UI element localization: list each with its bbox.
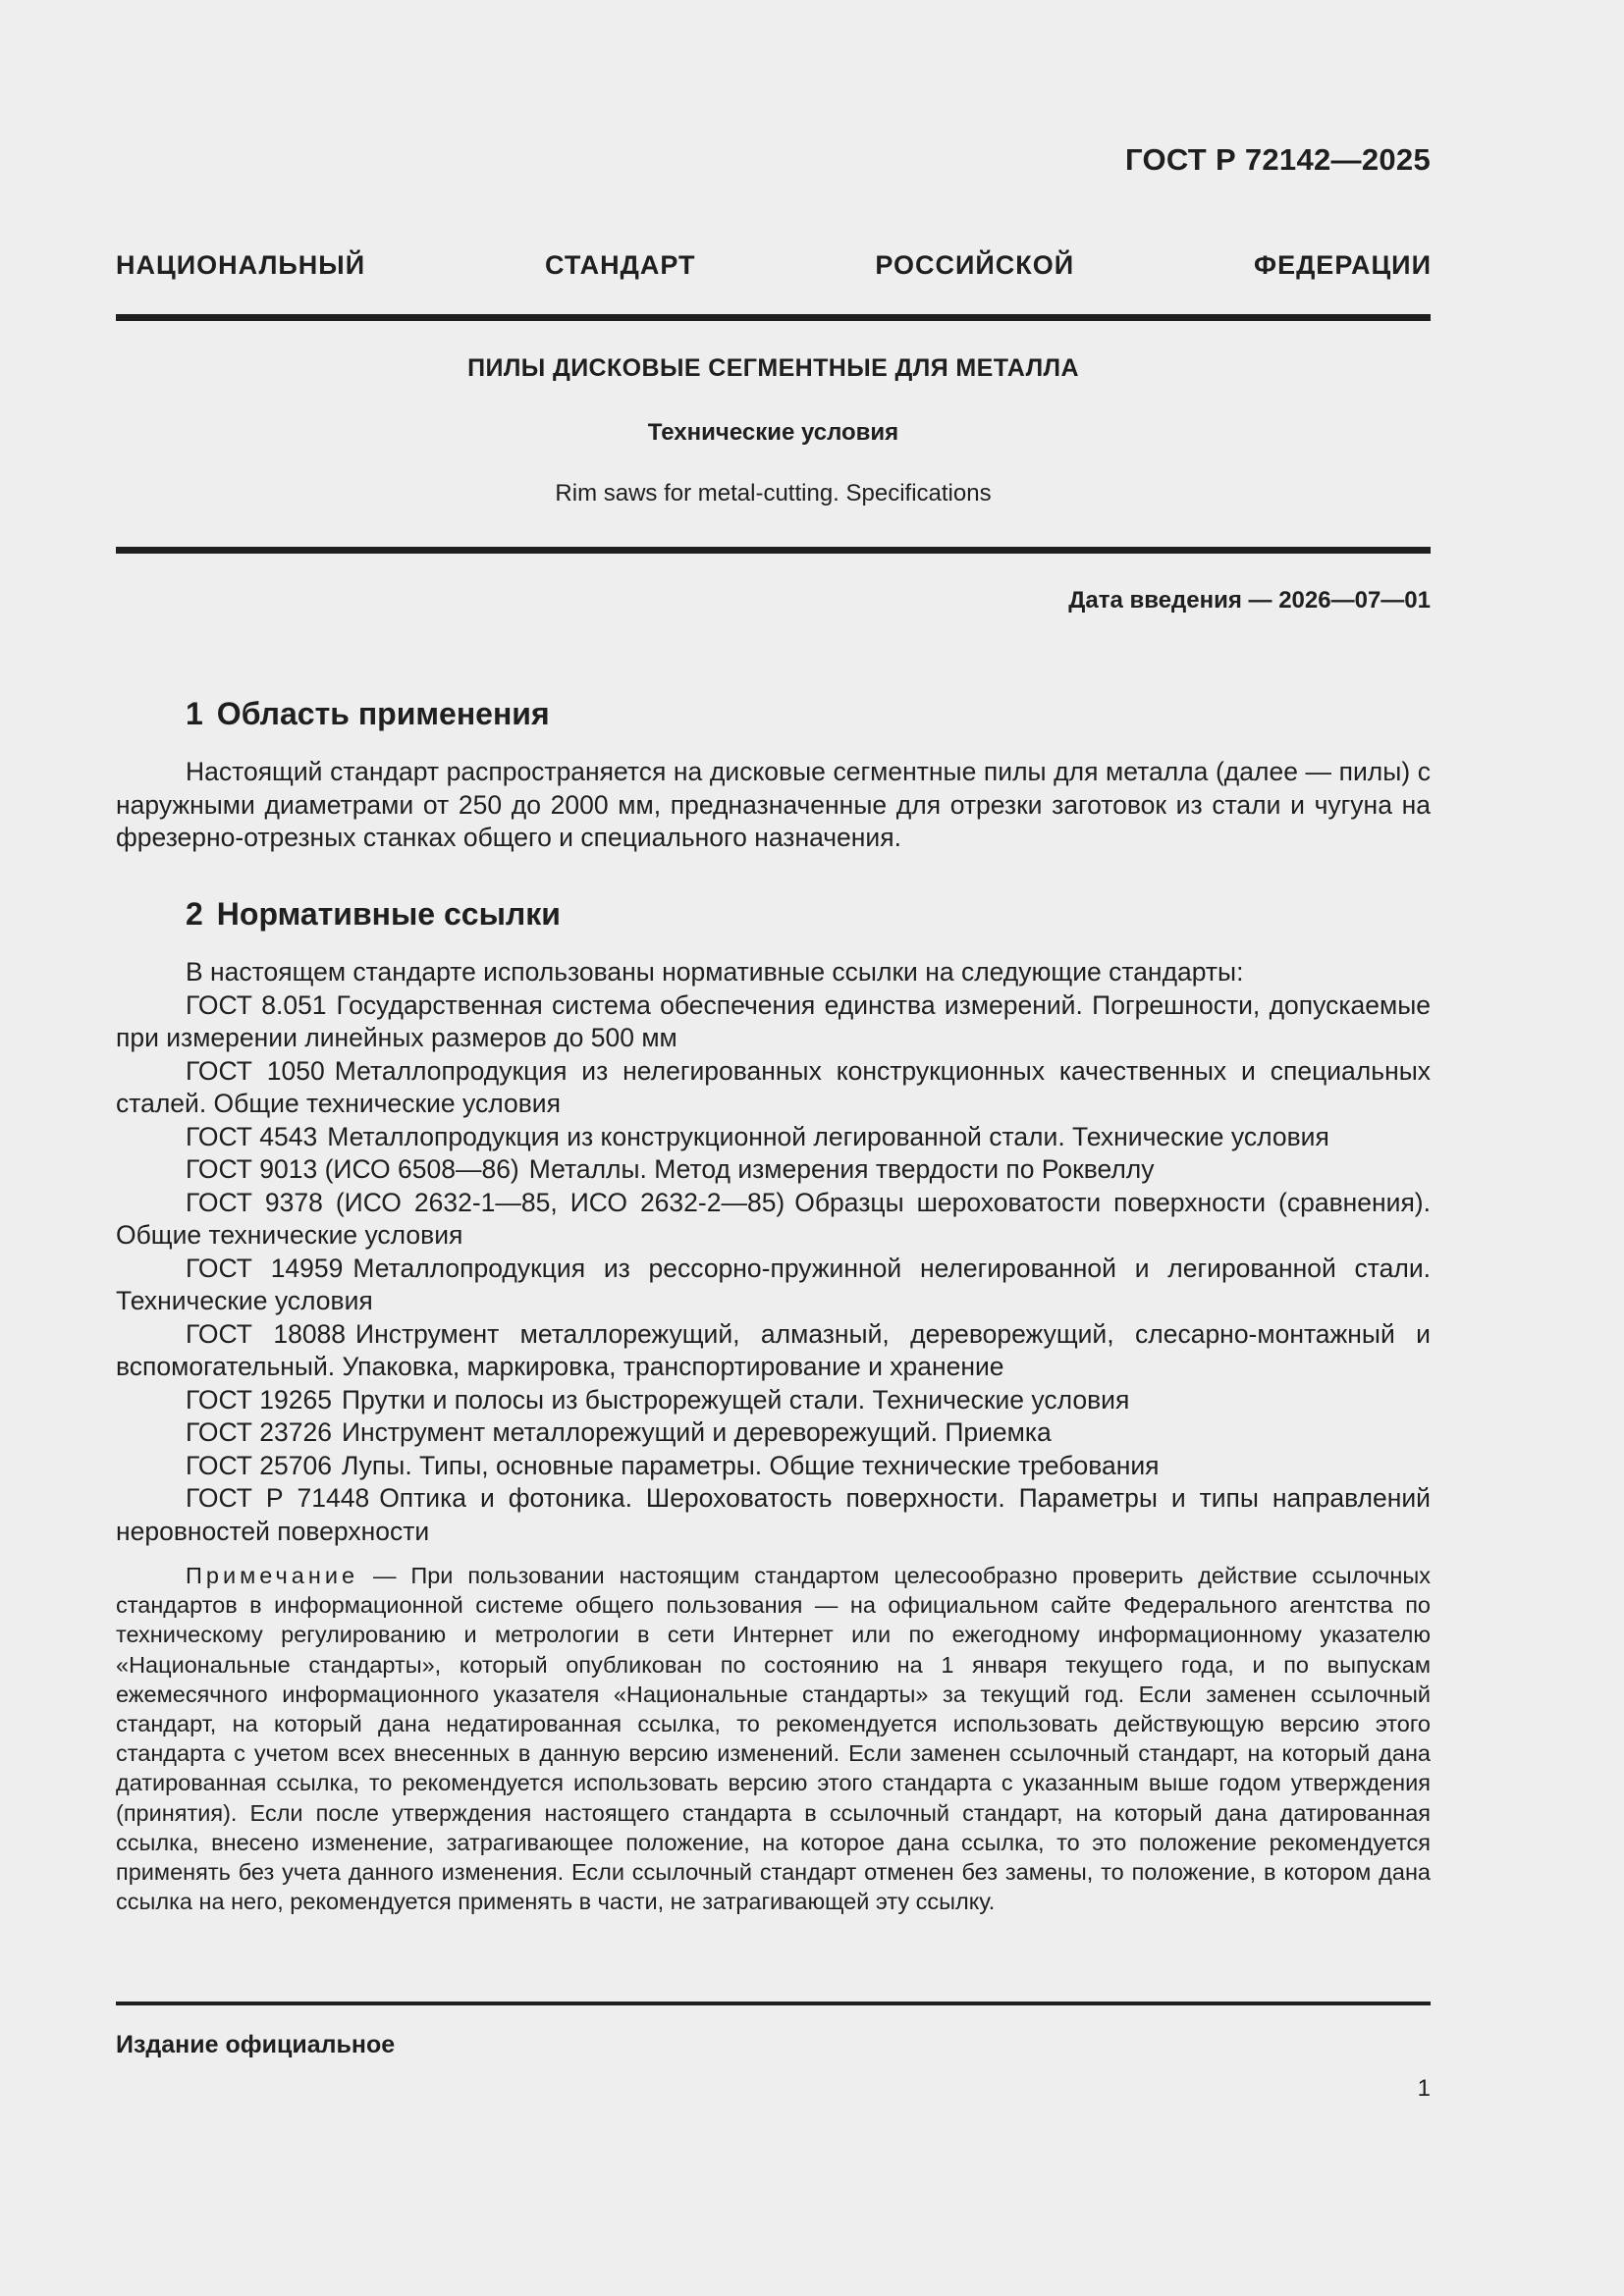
reference-item	[116, 1187, 1431, 1253]
footer-rule	[116, 2002, 1431, 2005]
reference-code: ГОСТ 25706	[186, 1450, 332, 1480]
reference-item	[116, 989, 1431, 1055]
reference-item	[116, 1384, 1431, 1417]
reference-code: ГОСТ Р 71448	[186, 1483, 370, 1513]
section-1-title: Область применения	[216, 696, 550, 731]
reference-code: ГОСТ 19265	[186, 1384, 332, 1415]
reference-title: Прутки и полосы из быстрорежущей стали. Технические условия	[341, 1384, 1130, 1415]
reference-item	[116, 1253, 1431, 1318]
document-subtitle: Технические условия	[647, 419, 899, 446]
reference-item	[116, 1416, 1431, 1450]
section-1-heading	[186, 696, 550, 732]
note-text: — При пользовании настоящим стандартом целесообразно проверить действие ссылочных стандартов в информационной системе общего пользования — на официальном сайте Федерального агентства по техническому регулированию и метрологии в сети Интернет или по ежегодному информационному указателю «Национальные стандарты», который опубликован по состоянию на 1 января текущего года, и по выпускам ежемесячного информационного указателя «Национальные стандарты» за текущий год. Если заменен ссылочный стандарт, на который дана недатированная ссылка, то рекомендуется использовать действующую версию этого стандарта с учетом всех внесенных в данную версию изменений. Если заменен ссылочный стандарт, на который дана датированная ссылка, то рекомендуется использовать версию этого стандарта с указанным выше годом утверждения (принятия). Если после утверждения настоящего стандарта в ссылочный стандарт, на который дана датированная ссылка, внесено изменение, затрагивающее положение, на которое дана ссылка, то это положение рекомендуется применять без учета данного изменения. Если ссылочный стандарт отменен без замены, то положение, в котором дана ссылка на него, рекомендуется применять в части, не затрагивающей эту ссылку.	[116, 1563, 1431, 1915]
national-standard-heading: НАЦИОНАЛЬНЫЙ СТАНДАРТ РОССИЙСКОЙ ФЕДЕРАЦИИ	[116, 250, 1432, 280]
reference-code: ГОСТ 1050	[186, 1055, 325, 1086]
reference-title: Инструмент металлорежущий и дереворежущий. Приемка	[341, 1417, 1052, 1447]
doc-number: ГОСТ Р 72142—2025	[1125, 142, 1431, 177]
document-title: ПИЛЫ ДИСКОВЫЕ СЕГМЕНТНЫЕ ДЛЯ МЕТАЛЛА	[467, 354, 1079, 382]
reference-title: Инструмент металлорежущий, алмазный, дереворежущий, слесарно-монтажный и вспомогательный. Упаковка, маркировка, транспортирование и хранение	[116, 1318, 1431, 1381]
document-title-english: Rim saws for metal-cutting. Specifications	[555, 480, 992, 507]
section-2-title: Нормативные ссылки	[216, 896, 561, 932]
reference-code: ГОСТ 4543	[186, 1121, 318, 1151]
reference-item	[116, 1482, 1431, 1548]
section-1-body	[116, 756, 1431, 855]
reference-code: ГОСТ 23726	[186, 1417, 332, 1447]
section-2-heading	[186, 896, 561, 933]
reference-code: ГОСТ 14959	[186, 1253, 344, 1283]
note-label: Примечание	[186, 1563, 359, 1588]
reference-title: Металлы. Метод измерения твердости по Роквеллу	[528, 1154, 1155, 1184]
reference-item	[116, 1318, 1431, 1384]
references-note	[116, 1561, 1431, 1916]
reference-title: Металлопродукция из конструкционной легированной стали. Технические условия	[327, 1121, 1329, 1151]
reference-title: Образцы шероховатости поверхности (сравнения). Общие технические условия	[116, 1187, 1431, 1250]
reference-item	[116, 1153, 1431, 1187]
reference-code: ГОСТ 9013 (ИСО 6508—86)	[186, 1154, 519, 1184]
reference-item	[116, 1121, 1431, 1154]
top-rule	[116, 314, 1431, 321]
page-number: 1	[1417, 2075, 1431, 2102]
reference-code: ГОСТ 8.051	[186, 989, 327, 1020]
reference-title: Лупы. Типы, основные параметры. Общие технические требования	[341, 1450, 1160, 1480]
references-intro: В настоящем стандарте использованы нормативные ссылки на следующие стандарты:	[186, 957, 1244, 987]
section-1-number: 1	[186, 696, 203, 731]
reference-code: ГОСТ 18088	[186, 1318, 347, 1349]
official-edition-label: Издание официальное	[116, 2031, 396, 2058]
reference-item	[116, 1450, 1431, 1483]
reference-code: ГОСТ 9378 (ИСО 2632-1—85, ИСО 2632-2—85)	[186, 1187, 785, 1217]
date-of-introduction: Дата введения — 2026—07—01	[1068, 587, 1431, 614]
reference-title: Государственная система обеспечения единства измерений. Погрешности, допускаемые при измерении линейных размеров до 500 мм	[116, 989, 1431, 1052]
section-2-number: 2	[186, 896, 203, 932]
reference-title: Металлопродукция из нелегированных конструкционных качественных и специальных сталей. Общие технические условия	[116, 1055, 1432, 1118]
reference-title: Металлопродукция из рессорно-пружинной нелегированной и легированной стали. Технические условия	[116, 1253, 1431, 1315]
title-rule	[116, 547, 1431, 554]
section-1-paragraph: Настоящий стандарт распространяется на дисковые сегментные пилы для металла (далее — пилы) с наружными диаметрами от 250 до 2000 мм, предназначенные для отрезки заготовок из стали и чугуна на фрезерно-отрезных станках общего и специального назначения.	[116, 757, 1431, 852]
references-list	[116, 956, 1431, 1548]
reference-title: Оптика и фотоника. Шероховатость поверхности. Параметры и типы направлений неровностей поверхности	[116, 1483, 1431, 1546]
reference-item	[116, 1055, 1431, 1121]
